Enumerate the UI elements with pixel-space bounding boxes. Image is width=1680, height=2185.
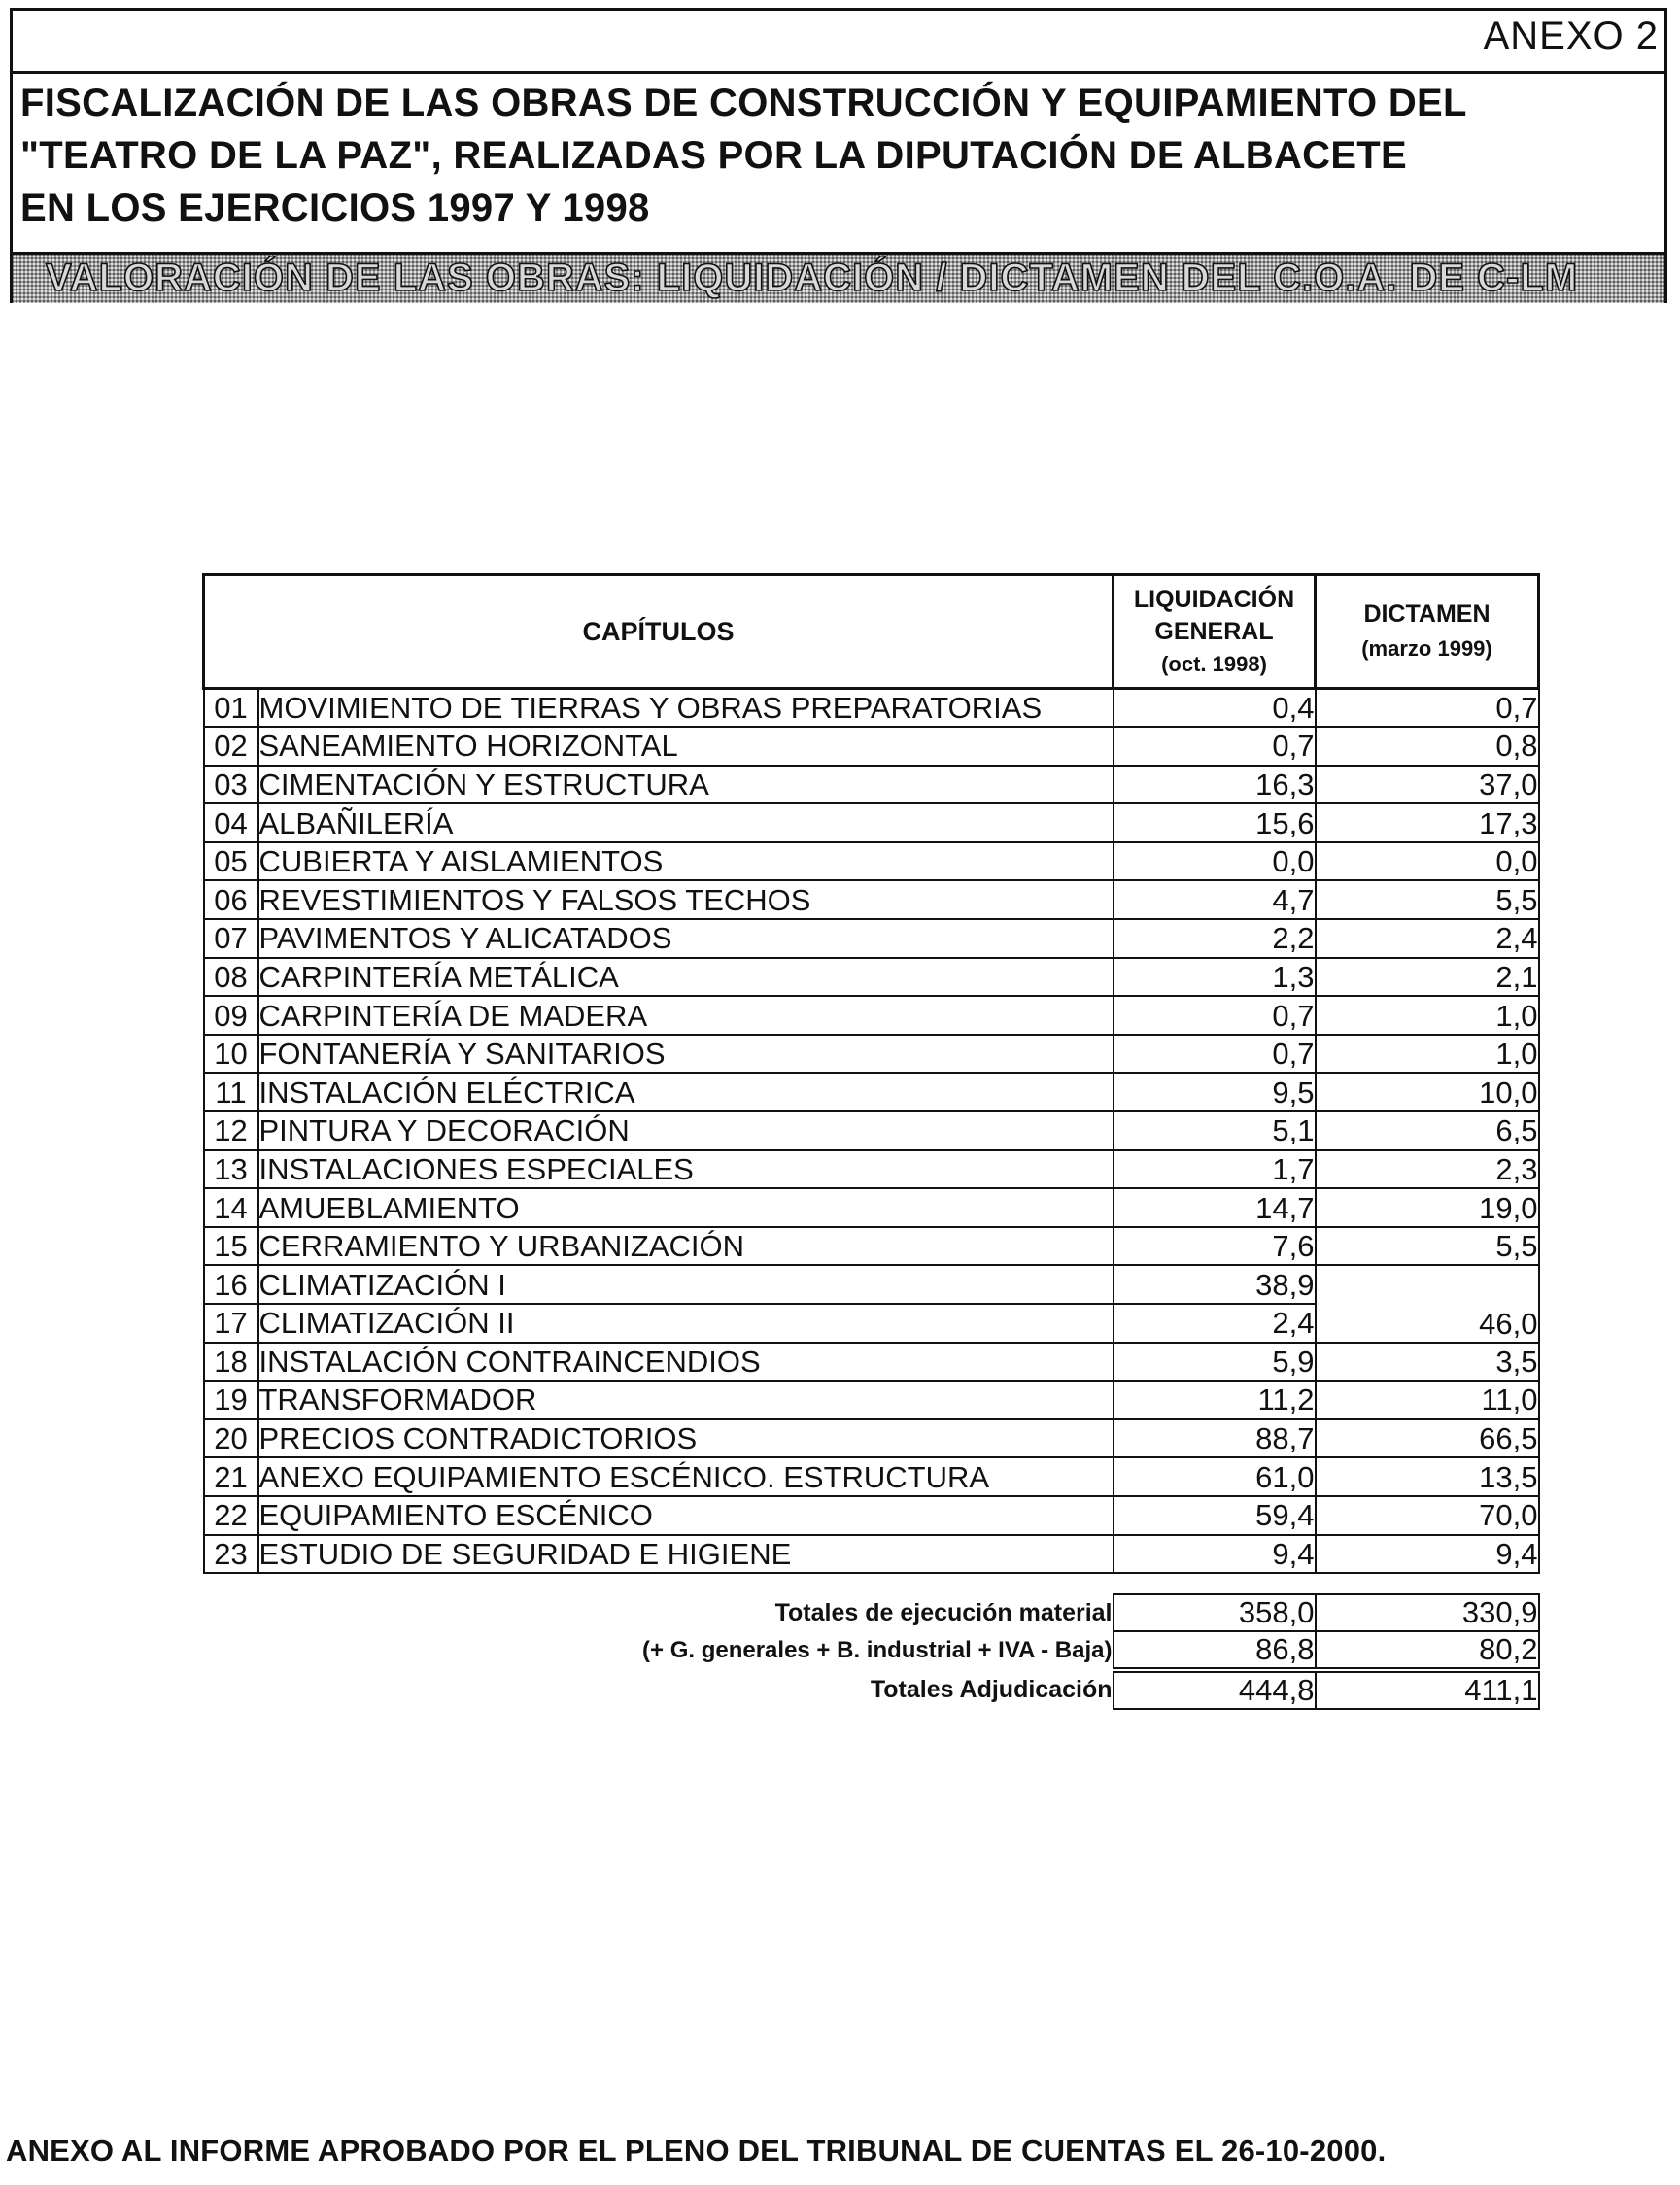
table-row xyxy=(204,1188,1539,1227)
table-row xyxy=(204,689,1539,728)
chapter-number: 22 xyxy=(204,1496,258,1535)
liquidacion-value: 7,6 xyxy=(1114,1227,1316,1266)
chapter-number: 21 xyxy=(204,1457,258,1496)
chapter-number: 02 xyxy=(204,727,258,766)
chapter-number: 16 xyxy=(204,1265,258,1304)
title-line: EN LOS EJERCICIOS 1997 Y 1998 xyxy=(20,187,650,229)
dictamen-value: 6,5 xyxy=(1316,1111,1539,1150)
chapter-name: CLIMATIZACIÓN I xyxy=(258,1265,1114,1304)
chapter-name: ESTUDIO DE SEGURIDAD E HIGIENE xyxy=(258,1535,1114,1574)
dictamen-value: 11,0 xyxy=(1316,1381,1539,1419)
chapter-name: FONTANERÍA Y SANITARIOS xyxy=(258,1035,1114,1074)
liquidacion-value: 9,5 xyxy=(1114,1073,1316,1111)
totals-label: (+ G. generales + B. industrial + IVA - Baja) xyxy=(642,1637,1113,1664)
col-header-chapters: CAPÍTULOS xyxy=(204,575,1114,689)
liquidacion-value: 0,0 xyxy=(1114,842,1316,881)
totals-row-material xyxy=(204,1594,1539,1631)
table-row xyxy=(204,958,1539,997)
dictamen-value: 17,3 xyxy=(1316,803,1539,842)
table-row xyxy=(204,1073,1539,1111)
totals-liquidacion-value: 86,8 xyxy=(1114,1631,1316,1670)
chapter-name: INSTALACIÓN CONTRAINCENDIOS xyxy=(258,1343,1114,1382)
liquidacion-value: 59,4 xyxy=(1114,1496,1316,1535)
chapter-number: 08 xyxy=(204,958,258,997)
dictamen-value: 37,0 xyxy=(1316,766,1539,804)
table-row xyxy=(204,842,1539,881)
table-row xyxy=(204,1419,1539,1458)
chapter-number: 09 xyxy=(204,996,258,1035)
dictamen-value: 3,5 xyxy=(1316,1343,1539,1382)
chapter-number: 11 xyxy=(204,1073,258,1111)
dictamen-value: 2,3 xyxy=(1316,1150,1539,1189)
subtitle-band xyxy=(13,252,1664,303)
col-header-liquidacion-line2: GENERAL xyxy=(1154,617,1274,645)
liquidacion-value: 38,9 xyxy=(1114,1265,1316,1304)
table-row xyxy=(204,996,1539,1035)
title-divider xyxy=(13,71,1664,74)
chapter-number: 13 xyxy=(204,1150,258,1189)
dictamen-value: 10,0 xyxy=(1316,1073,1539,1111)
col-header-liquidacion xyxy=(1114,575,1316,689)
col-header-dictamen-date: (marzo 1999) xyxy=(1361,636,1492,661)
chapter-name: CARPINTERÍA METÁLICA xyxy=(258,958,1114,997)
table-row xyxy=(204,1496,1539,1535)
table-row xyxy=(204,1265,1539,1304)
table-row xyxy=(204,1035,1539,1074)
table-row xyxy=(204,919,1539,958)
totals-row-adjudicacion xyxy=(204,1670,1539,1709)
dictamen-value: 5,5 xyxy=(1316,880,1539,919)
chapter-number: 19 xyxy=(204,1381,258,1419)
dictamen-value: 2,4 xyxy=(1316,919,1539,958)
chapter-number: 15 xyxy=(204,1227,258,1266)
title-line: FISCALIZACIÓN DE LAS OBRAS DE CONSTRUCCIÓN Y EQUIPAMIENTO DEL xyxy=(20,82,1467,124)
totals-label: Totales de ejecución material xyxy=(774,1599,1113,1627)
table-row xyxy=(204,1535,1539,1574)
table-row xyxy=(204,1111,1539,1150)
totals-row-surcharges xyxy=(204,1631,1539,1670)
col-header-liquidacion-line1: LIQUIDACIÓN xyxy=(1133,585,1295,613)
chapter-number: 23 xyxy=(204,1535,258,1574)
table-row xyxy=(204,1227,1539,1266)
valuation-table-wrapper xyxy=(202,573,1540,1710)
chapter-number: 03 xyxy=(204,766,258,804)
report-title xyxy=(20,77,1653,234)
chapter-name: CIMENTACIÓN Y ESTRUCTURA xyxy=(258,766,1114,804)
chapter-number: 12 xyxy=(204,1111,258,1150)
col-header-liquidacion-date: (oct. 1998) xyxy=(1161,651,1267,676)
table-row xyxy=(204,1343,1539,1382)
chapter-number: 14 xyxy=(204,1188,258,1227)
table-row xyxy=(204,1457,1539,1496)
chapter-name: PAVIMENTOS Y ALICATADOS xyxy=(258,919,1114,958)
chapter-number: 01 xyxy=(204,689,258,728)
chapter-number: 07 xyxy=(204,919,258,958)
liquidacion-value: 61,0 xyxy=(1114,1457,1316,1496)
table-row xyxy=(204,727,1539,766)
dictamen-value: 2,1 xyxy=(1316,958,1539,997)
liquidacion-value: 14,7 xyxy=(1114,1188,1316,1227)
totals-dictamen-value: 80,2 xyxy=(1316,1631,1539,1670)
totals-dictamen-value: 330,9 xyxy=(1316,1594,1539,1631)
totals-liquidacion-value: 358,0 xyxy=(1114,1594,1316,1631)
valuation-table xyxy=(202,573,1540,1710)
liquidacion-value: 5,1 xyxy=(1114,1111,1316,1150)
col-header-dictamen-line1: DICTAMEN xyxy=(1363,600,1491,628)
totals-dictamen-value: 411,1 xyxy=(1316,1670,1539,1709)
table-header-row xyxy=(204,575,1539,689)
dictamen-value: 19,0 xyxy=(1316,1188,1539,1227)
annex-label: ANEXO 2 xyxy=(1483,15,1659,57)
totals-label: Totales Adjudicación xyxy=(870,1676,1113,1704)
table-row xyxy=(204,1150,1539,1189)
col-header-dictamen xyxy=(1316,575,1539,689)
dictamen-value: 0,7 xyxy=(1316,689,1539,728)
dictamen-value: 5,5 xyxy=(1316,1227,1539,1266)
chapter-number: 18 xyxy=(204,1343,258,1382)
liquidacion-value: 9,4 xyxy=(1114,1535,1316,1574)
table-row xyxy=(204,803,1539,842)
liquidacion-value: 88,7 xyxy=(1114,1419,1316,1458)
dictamen-value: 1,0 xyxy=(1316,996,1539,1035)
dictamen-value: 1,0 xyxy=(1316,1035,1539,1074)
dictamen-value: 13,5 xyxy=(1316,1457,1539,1496)
header-box xyxy=(10,8,1667,303)
chapter-name: AMUEBLAMIENTO xyxy=(258,1188,1114,1227)
footer-note: ANEXO AL INFORME APROBADO POR EL PLENO DEL TRIBUNAL DE CUENTAS EL 26-10-2000. xyxy=(6,2134,1387,2168)
chapter-name: CERRAMIENTO Y URBANIZACIÓN xyxy=(258,1227,1114,1266)
dictamen-value: 0,8 xyxy=(1316,727,1539,766)
liquidacion-value: 0,7 xyxy=(1114,996,1316,1035)
chapter-number: 17 xyxy=(204,1304,258,1343)
title-line: "TEATRO DE LA PAZ", REALIZADAS POR LA DIPUTACIÓN DE ALBACETE xyxy=(20,134,1408,177)
liquidacion-value: 11,2 xyxy=(1114,1381,1316,1419)
chapter-name: MOVIMIENTO DE TIERRAS Y OBRAS PREPARATORIAS xyxy=(258,689,1114,728)
chapter-number: 05 xyxy=(204,842,258,881)
liquidacion-value: 0,7 xyxy=(1114,727,1316,766)
chapter-name: PRECIOS CONTRADICTORIOS xyxy=(258,1419,1114,1458)
liquidacion-value: 1,3 xyxy=(1114,958,1316,997)
liquidacion-value: 0,4 xyxy=(1114,689,1316,728)
table-row xyxy=(204,1381,1539,1419)
chapter-number: 10 xyxy=(204,1035,258,1074)
chapter-name: REVESTIMIENTOS Y FALSOS TECHOS xyxy=(258,880,1114,919)
chapter-name: ALBAÑILERÍA xyxy=(258,803,1114,842)
chapter-name: INSTALACIONES ESPECIALES xyxy=(258,1150,1114,1189)
chapter-name: INSTALACIÓN ELÉCTRICA xyxy=(258,1073,1114,1111)
liquidacion-value: 15,6 xyxy=(1114,803,1316,842)
liquidacion-value: 2,2 xyxy=(1114,919,1316,958)
totals-liquidacion-value: 444,8 xyxy=(1114,1670,1316,1709)
liquidacion-value: 2,4 xyxy=(1114,1304,1316,1343)
chapter-name: EQUIPAMIENTO ESCÉNICO xyxy=(258,1496,1114,1535)
liquidacion-value: 0,7 xyxy=(1114,1035,1316,1074)
liquidacion-value: 1,7 xyxy=(1114,1150,1316,1189)
table-row xyxy=(204,766,1539,804)
chapter-name: CLIMATIZACIÓN II xyxy=(258,1304,1114,1343)
table-spacer xyxy=(204,1573,1539,1594)
chapter-number: 04 xyxy=(204,803,258,842)
dictamen-value: 0,0 xyxy=(1316,842,1539,881)
dictamen-value: 70,0 xyxy=(1316,1496,1539,1535)
chapter-name: CARPINTERÍA DE MADERA xyxy=(258,996,1114,1035)
chapter-number: 06 xyxy=(204,880,258,919)
chapter-name: TRANSFORMADOR xyxy=(258,1381,1114,1419)
dictamen-value: 66,5 xyxy=(1316,1419,1539,1458)
chapter-name: SANEAMIENTO HORIZONTAL xyxy=(258,727,1114,766)
liquidacion-value: 4,7 xyxy=(1114,880,1316,919)
subtitle: VALORACIÓN DE LAS OBRAS: LIQUIDACIÓN / DICTAMEN DEL C.O.A. DE C-LM xyxy=(46,256,1579,299)
dictamen-value: 9,4 xyxy=(1316,1535,1539,1574)
chapter-name: PINTURA Y DECORACIÓN xyxy=(258,1111,1114,1150)
liquidacion-value: 5,9 xyxy=(1114,1343,1316,1382)
chapter-name: CUBIERTA Y AISLAMIENTOS xyxy=(258,842,1114,881)
liquidacion-value: 16,3 xyxy=(1114,766,1316,804)
chapter-name: ANEXO EQUIPAMIENTO ESCÉNICO. ESTRUCTURA xyxy=(258,1457,1114,1496)
chapter-number: 20 xyxy=(204,1419,258,1458)
dictamen-value-merged: 46,0 xyxy=(1316,1265,1539,1342)
table-row xyxy=(204,880,1539,919)
